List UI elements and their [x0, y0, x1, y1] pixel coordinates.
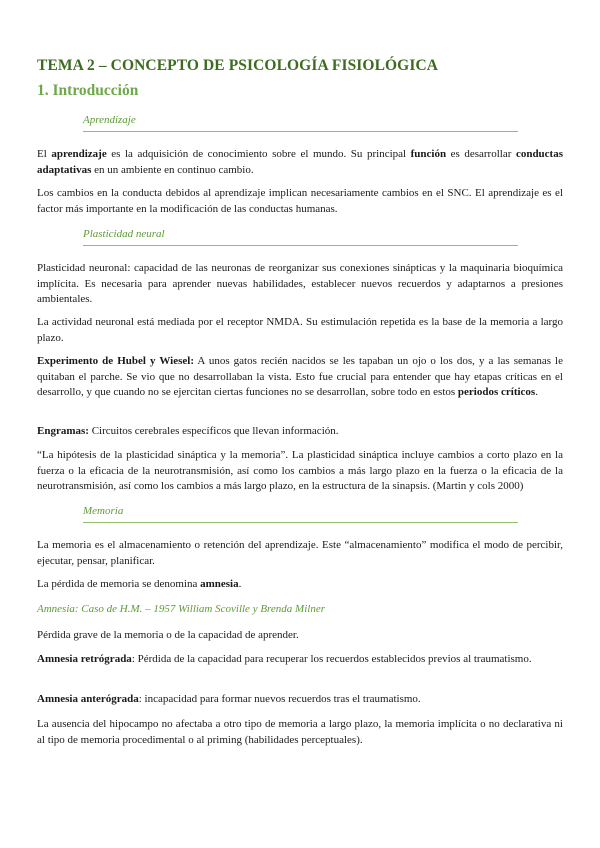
text: : Pérdida de la capacidad para recuperar los recuerdos establecidos previos al traumatismo. — [131, 653, 532, 665]
bold-term: periodos críticos — [457, 386, 536, 398]
bold-term: amnesia — [200, 578, 239, 590]
paragraph-aprendizaje-cambios: Los cambios en la conducta debidos al aprendizaje implican necesariamente cambios en el SNC. El aprendizaje es el factor más importante en la modificación de las conductas humanas. — [37, 187, 563, 215]
paragraph-perdida-grave: Pérdida grave de la memoria o de la capacidad de aprender. — [37, 629, 299, 641]
paragraph-aprendizaje-definition — [37, 147, 563, 178]
bold-term: Amnesia anterógrada — [37, 693, 139, 705]
bold-term: Experimento de Hubel y Wiesel: — [37, 355, 194, 367]
text: es la adquisición de conocimiento sobre el mundo. Su principal — [106, 148, 411, 160]
text: Circuitos cerebrales específicos que llevan información. — [88, 425, 339, 437]
paragraph-engramas — [37, 424, 563, 440]
paragraph-memoria-definition: La memoria es el almacenamiento o retención del aprendizaje. Este “almacenamiento” modifica el modo de percibir, ejecutar, pensar, planificar. — [37, 539, 563, 567]
section-title: 1. Introducción — [37, 82, 139, 99]
paragraph-amnesia — [37, 577, 563, 593]
text: La pérdida de memoria se denomina — [37, 578, 201, 590]
paragraph-amnesia-anterograda — [37, 692, 563, 708]
bold-term: conductas adaptativas — [37, 148, 563, 176]
subheading-caso-hm: Amnesia: Caso de H.M. – 1957 William Scoville y Brenda Milner — [37, 603, 325, 615]
paragraph-hubel-wiesel — [37, 354, 563, 401]
subheading-memoria: Memoria — [83, 505, 518, 523]
text: El — [37, 148, 52, 160]
text: : incapacidad para formar nuevos recuerdos tras el traumatismo. — [138, 693, 421, 705]
paragraph-amnesia-retrograda — [37, 652, 563, 668]
document-title: TEMA 2 – CONCEPTO DE PSICOLOGÍA FISIOLÓGICA — [37, 57, 439, 74]
subheading-aprendizaje: Aprendizaje — [83, 114, 518, 132]
bold-term: Amnesia retrógrada — [37, 653, 132, 665]
text: . — [535, 386, 538, 398]
text: es desarrollar — [446, 148, 516, 160]
subheading-plasticidad: Plasticidad neural — [83, 228, 518, 246]
bold-term: función — [410, 148, 447, 160]
paragraph-plasticidad-definition: Plasticidad neuronal: capacidad de las neuronas de reorganizar sus conexiones sinápticas y la maquinaria bioquímica implícita. Es necesaria para aprender nuevas habilidades, establecer nuevos recuerdos y adaptarnos a presiones ambientales. — [37, 262, 563, 305]
text: en un ambiente en continuo cambio. — [91, 163, 254, 176]
paragraph-hipocampo: La ausencia del hipocampo no afectaba a otro tipo de memoria a largo plazo, la memoria implícita o no declarativa ni al tipo de memoria procedimental o al priming (habilidades perceptuales). — [37, 718, 563, 746]
bold-term: aprendizaje — [51, 148, 107, 160]
bold-term: Engramas: — [37, 425, 89, 437]
text: . — [238, 578, 242, 590]
paragraph-hipotesis: “La hipótesis de la plasticidad sináptica y la memoria”. La plasticidad sináptica incluye cambios a corto plazo en la fuerza o la eficacia de la neurotransmisión, así como los cambios a más largo plazo en la fuerza o la eficacia de la neurotransmisión, así como los cambios a más largo plazo, en la estructura de la sinapsis. (Martin y cols 2000) — [37, 449, 563, 492]
paragraph-nmda: La actividad neuronal está mediada por el receptor NMDA. Su estimulación repetida es la base de la memoria a largo plazo. — [37, 316, 563, 344]
text: A unos gatos recién nacidos se les tapaban un ojo o los dos, y a las semanas le quitaban el parche. Se vio que no desarrollaban la vista. Esto fue crucial para entender que hay etapas críticas en el desarrollo, y que cuando no se ejercitan ciertas funciones no se desarrollan, sobre todo en estos — [37, 355, 563, 398]
